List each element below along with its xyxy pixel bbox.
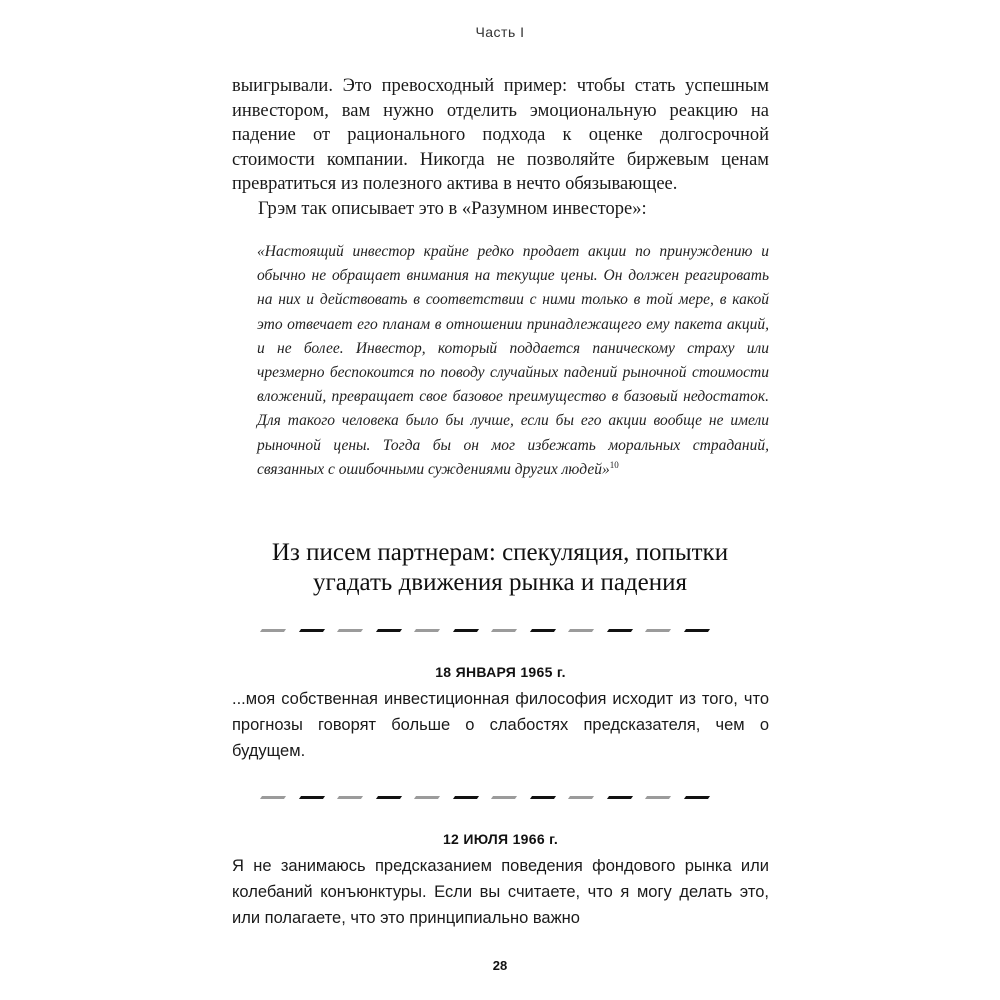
divider-dash [529,629,555,632]
divider-dash [491,796,517,799]
divider-dash [606,629,632,632]
section-title-line-2: угадать движения рынка и падения [312,569,687,596]
divider-dash [452,796,478,799]
section-title [200,538,800,598]
divider-dash [568,796,594,799]
divider-dash [337,796,363,799]
running-head: Часть I [475,24,525,40]
divider-dash [260,796,286,799]
dashed-divider-2 [255,796,739,800]
divider-dash [414,796,440,799]
letter-text-1: ...моя собственная инвестиционная философия исходит из того, что прогнозы говорят больше о слабостях предсказателя, чем о будущем. [232,690,769,760]
letter-date-1: 18 ЯНВАРЯ 1965 г. [435,664,566,680]
divider-dash [298,629,324,632]
divider-dash [683,629,709,632]
letter-text-2: Я не занимаюсь предсказанием поведения фондового рынка или колебаний конъюнктуры. Если вы считаете, что я могу делать это, или полагаете, что это принципиально важно [232,857,769,927]
letter-date-2: 12 ИЮЛЯ 1966 г. [442,831,559,847]
divider-dash [568,629,594,632]
divider-dash [260,629,286,632]
divider-dash [645,629,671,632]
divider-dash [529,796,555,799]
divider-dash [606,796,632,799]
body-text [232,74,769,221]
divider-dash [683,796,709,799]
divider-dash [414,629,440,632]
footnote-marker: 10 [609,459,619,470]
dashed-divider-1 [255,629,739,633]
quote-text: «Настоящий инвестор крайне редко продает акции по принуждению и обычно не обращает внимания на текущие цены. Он должен реагировать на них и действовать в соответствии с ними только в той мере, в какой это отвечает его планам в отношении принадлежащего ему пакета акций, и не более. Инвестор, который поддается паническому страху или чрезмерно беспокоится по поводу случайных падений рыночной стоимости вложений, превращает свое базовое преимущество в базовый недостаток. Для такого человека было бы лучше, если бы его акции вообще не имели рыночной цены. Тогда бы он мог избежать моральных страданий, связанных с ошибочными суждениями других людей» [257,243,769,478]
body-paragraph-1: выигрывали. Это превосходный пример: чтобы стать успешным инвестором, вам нужно отделить эмоциональную реакцию на падение от рационального подхода к оценке долгосрочной стоимости компании. Никогда не позволяйте биржевым ценам превратиться из полезного актива в нечто обязывающее. [232,76,769,194]
divider-dash [375,629,401,632]
section-title-line-1: Из писем партнерам: спекуляция, попытки [271,539,729,566]
page-number: 28 [492,958,508,973]
divider-dash [375,796,401,799]
divider-dash [337,629,363,632]
block-quote [257,240,769,482]
divider-dash [645,796,671,799]
divider-dash [298,796,324,799]
divider-dash [491,629,517,632]
body-paragraph-2: Грэм так описывает это в «Разумном инвесторе»: [258,198,647,219]
divider-dash [452,629,478,632]
